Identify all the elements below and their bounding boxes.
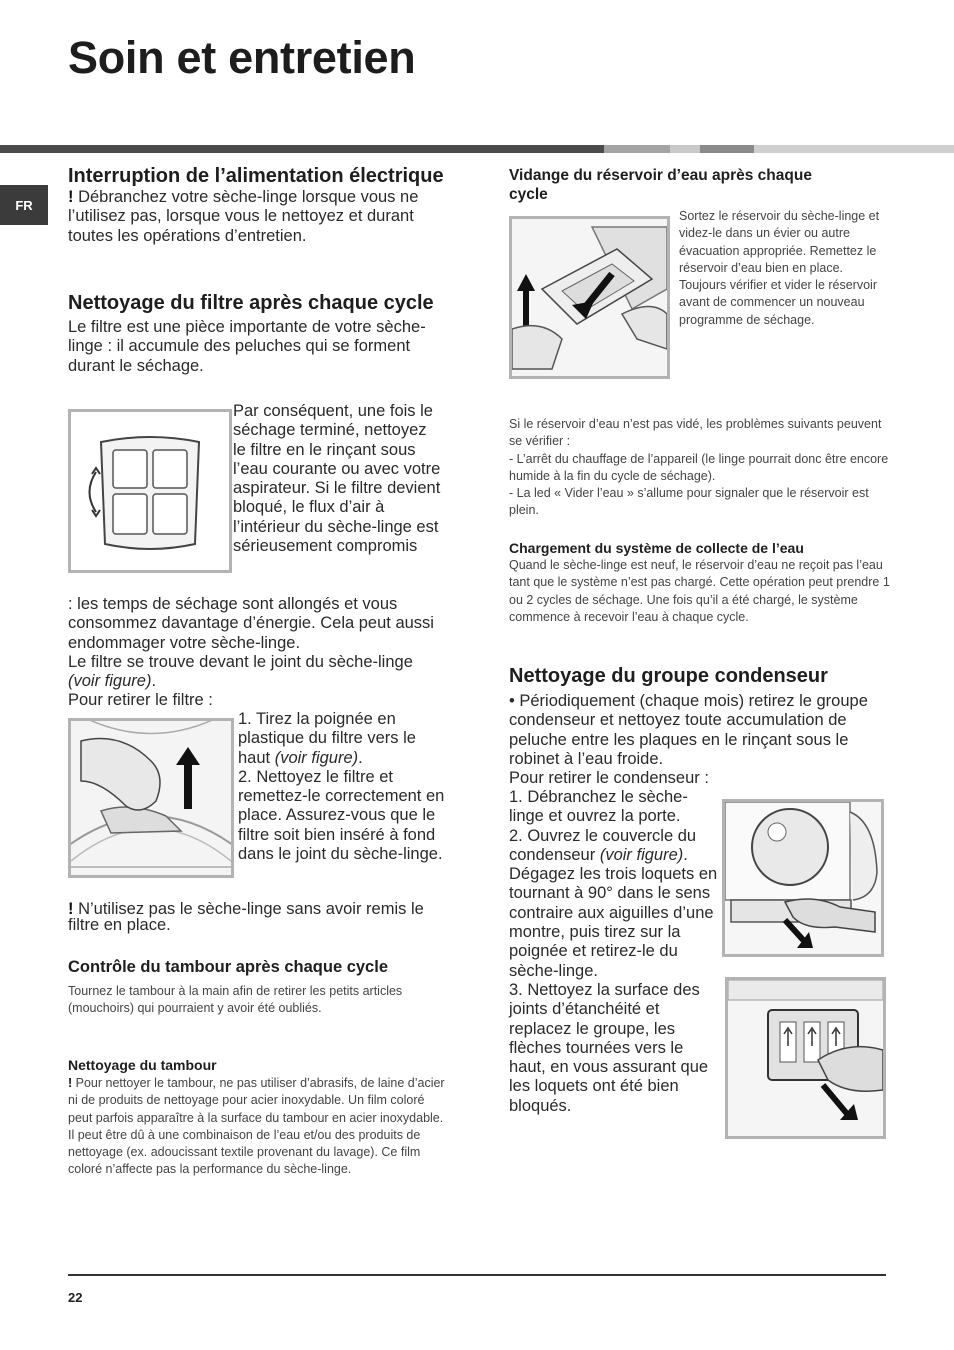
filter-location-end: .: [151, 672, 157, 691]
condenser-step-2-text: 2. Ouvrez le couvercle du condenseur: [509, 826, 697, 864]
tank-problem-1: - L’arrêt du chauffage de l’appareil (le linge pourrait donc être encore humide à la fin du cycle de séchage).: [509, 451, 889, 483]
condenser-section: [509, 665, 879, 788]
drum-clean-section: [68, 1057, 448, 1179]
tank-heading: Vidange du réservoir d’eau après chaque cycle: [509, 167, 812, 203]
header-band-gap: [670, 145, 700, 153]
power-heading: Interruption de l’alimentation électrique: [68, 165, 444, 187]
filter-steps: [238, 710, 450, 864]
condenser-step-2-ref: (voir figure): [599, 845, 684, 864]
tank-figure: [509, 216, 670, 379]
filter-intro: Le filtre est une pièce importante de votre sèche-linge : il accumule des peluches qui se forment durant le séchage.: [68, 318, 426, 375]
filter-step-1-text: 1. Tirez la poignée en plastique du filtre vers le haut: [238, 710, 416, 767]
condenser-door-figure: [722, 799, 884, 957]
condenser-steps: [509, 788, 721, 1116]
filter-warning-text: N’utilisez pas le sèche-linge sans avoir remis le filtre en place.: [68, 900, 424, 934]
header-band-dark: [0, 145, 604, 153]
tank-problem-2: - La led « Vider l’eau » s’allume pour signaler que le réservoir est plein.: [509, 486, 869, 518]
language-tab: FR: [0, 185, 48, 225]
filter-warning: [68, 901, 448, 933]
condenser-step-2: [509, 827, 721, 981]
power-text-body: Débranchez votre sèche-linge lorsque vous ne l’utilisez pas, lorsque vous le nettoyez et durant toutes les opérations d’entretien.: [68, 188, 419, 245]
page-title: Soin et entretien: [68, 32, 416, 83]
header-band-mid: [604, 145, 670, 153]
filter-heading: Nettoyage du filtre après chaque cycle: [68, 292, 434, 314]
condenser-step-2-end: . Dégagez les trois loquets en tournant à 90° dans le sens contraire aux aiguilles d’une montre, puis tirez sur la poignée et retirez-le du sèche-linge.: [509, 845, 718, 980]
drum-section: [68, 956, 448, 1018]
tank-section: [509, 166, 839, 204]
condenser-unit-illustration: [728, 980, 883, 1136]
drum-clean-heading: Nettoyage du tambour: [68, 1057, 217, 1073]
filter-location-ref: (voir figure): [68, 672, 152, 691]
condenser-step-1: 1. Débranchez le sèche-linge et ouvrez la porte.: [509, 788, 688, 826]
condenser-removal-figure: [725, 977, 886, 1139]
dryer-door-illustration: [725, 802, 881, 954]
lint-filter-illustration: [71, 412, 229, 570]
warning-mark: !: [68, 900, 74, 918]
filter-figure: [68, 409, 232, 573]
power-text: [68, 188, 448, 246]
filter-section: [68, 290, 448, 376]
filter-wrap-text: Par conséquent, une fois le séchage terminé, nettoyez le filtre en le rinçant sous l’eau courante ou avec votre aspirateur. Si le filtre devient bloqué, le flux d’air à l’intérieur du sèche-linge est sérieusement compromis: [233, 402, 441, 556]
tank-side-text: Sortez le réservoir du sèche-linge et videz-le dans un évier ou autre évacuation appropriée. Remettez le réservoir d’eau bien en place. Toujours vérifier et vider le réservoir avant de commencer un nouveau programme de séchage.: [679, 209, 880, 327]
footer-rule: [68, 1274, 886, 1276]
filter-location: [68, 653, 448, 692]
warning-mark: !: [68, 188, 74, 206]
filter-step-1-end: .: [358, 748, 363, 767]
filter-continued: [68, 595, 448, 711]
loading-heading: Chargement du système de collecte de l’eau: [509, 540, 804, 556]
drum-clean-text: [68, 1075, 448, 1179]
tank-problems-intro: Si le réservoir d’eau n’est pas vidé, les problèmes suivants peuvent se vérifier :: [509, 417, 882, 449]
tank-problems: [509, 416, 894, 520]
power-section: [68, 165, 448, 246]
condenser-step-3: 3. Nettoyez la surface des joints d’étanchéité et replacez le groupe, les flèches tournées vers le haut, en vous assurant que les loquets ont été bien bloqués.: [509, 980, 709, 1115]
filter-step-2: 2. Nettoyez le filtre et remettez-le correctement en place. Assurez-vous que le filtre soit bien inséré à fond dans le joint du sèche-linge.: [238, 767, 445, 864]
filter-pull-illustration: [71, 721, 231, 875]
filter-location-text: Le filtre se trouve devant le joint du sèche-linge: [68, 652, 413, 671]
drum-clean-body: Pour nettoyer le tambour, ne pas utiliser d’abrasifs, de laine d’acier ni de produits de nettoyage pour acier inoxydable. Un film coloré peut parfois apparaître à la surface du tambour en acier inoxydable. Il peut être dû à une combinaison de l’eau et/ou des produits de nettoyage (ex. adoucissant textile provenant du lavage). Ce film coloré n’affecte pas la performance du sèche-linge.: [68, 1076, 445, 1177]
filter-step-1-ref: (voir figure): [274, 748, 359, 767]
filter-cont-text: : les temps de séchage sont allongés et vous consommez davantage d’énergie. Cela peut aussi endommager votre sèche-linge.: [68, 595, 434, 652]
drum-heading: Contrôle du tambour après chaque cycle: [68, 958, 388, 976]
condenser-intro: • Périodiquement (chaque mois) retirez le groupe condenseur et nettoyez toute accumulation de peluche entre les plaques en le rinçant sous le robinet à l’eau froide.: [509, 692, 868, 768]
page-number: 22: [68, 1290, 83, 1305]
water-tank-illustration: [512, 219, 667, 376]
loading-text: Quand le sèche-linge est neuf, le réservoir d’eau ne reçoit pas l’eau tant que le système n’est pas chargé. Cette opération peut prendre 1 ou 2 cycles de séchage. Une fois qu’il a été chargé, le système commence à recevoir l’eau à chaque cycle.: [509, 558, 890, 624]
condenser-heading: Nettoyage du groupe condenseur: [509, 665, 828, 687]
condenser-remove-label: Pour retirer le condenseur :: [509, 769, 709, 788]
header-band-mid2: [700, 145, 754, 153]
filter-step-1: [238, 710, 450, 768]
header-band-light: [754, 145, 954, 153]
warning-mark: !: [68, 1076, 73, 1090]
filter-remove-label: Pour retirer le filtre :: [68, 691, 213, 710]
loading-section: [509, 540, 894, 626]
drum-text: Tournez le tambour à la main afin de retirer les petits articles (mouchoirs) qui pourraient y avoir été oubliés.: [68, 984, 403, 1016]
filter-removal-figure: [68, 718, 234, 878]
